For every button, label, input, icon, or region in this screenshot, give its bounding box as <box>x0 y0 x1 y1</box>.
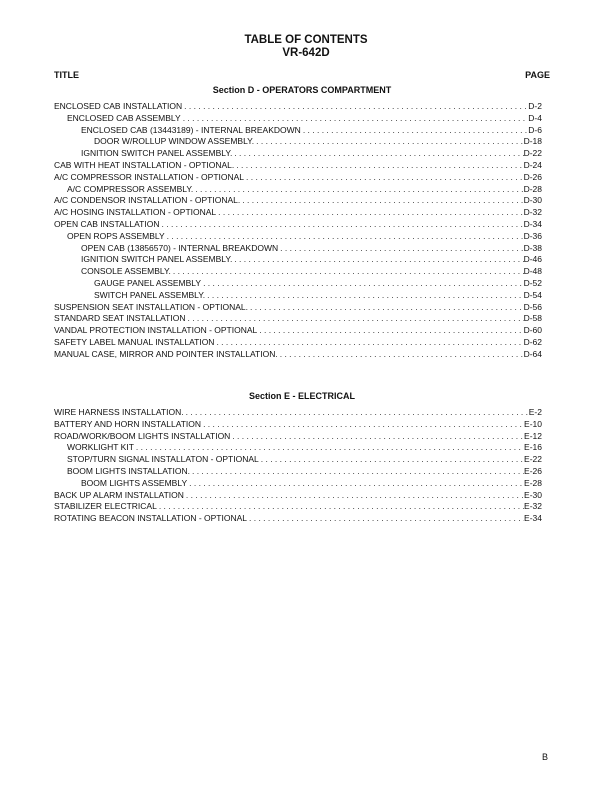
dot-leader <box>171 266 524 278</box>
dot-leader <box>184 407 529 419</box>
toc-entry-title: CAB WITH HEAT INSTALLATION - OPTIONAL. <box>54 159 235 170</box>
toc-entry-title: VANDAL PROTECTION INSTALLATION - OPTIONAL <box>54 325 258 336</box>
dot-leader <box>157 501 524 513</box>
dot-leader <box>216 207 523 219</box>
toc-entry-page: D-58 <box>523 313 542 324</box>
toc-entry-title: STANDARD SEAT INSTALLATION <box>54 313 186 324</box>
toc-entry-page: E-32 <box>524 501 542 512</box>
model-number: VR-642D <box>282 47 330 59</box>
toc-entry-page: D-60 <box>523 325 542 336</box>
toc-entry-title: ROTATING BEACON INSTALLATION - OPTIONAL <box>54 513 248 524</box>
document-title: TABLE OF CONTENTS <box>244 34 368 46</box>
toc-entry-page: E-10 <box>524 418 542 429</box>
toc-entry <box>54 419 542 431</box>
dot-leader <box>184 490 524 502</box>
dot-leader <box>244 172 524 184</box>
toc-entry-page: D-6 <box>528 124 542 135</box>
toc-entry <box>54 172 542 184</box>
toc-entry <box>54 431 542 443</box>
toc-entry <box>54 266 542 278</box>
toc-entry-page: D-4 <box>528 112 542 123</box>
toc-entry-title: WIRE HARNESS INSTALLATION. <box>54 407 184 417</box>
toc-entry <box>54 160 542 172</box>
toc-entry <box>54 125 542 137</box>
toc-entry <box>54 219 542 231</box>
toc-entry <box>54 113 542 125</box>
dot-leader <box>248 302 524 314</box>
toc-entry-title: A/C COMPRESSOR ASSEMBLY. <box>67 183 194 194</box>
document-header <box>0 34 612 60</box>
toc-entry-title: A/C COMPRESSOR INSTALLATION - OPTIONAL <box>54 171 245 182</box>
toc-entry-title: GAUGE PANEL ASSEMBLY <box>94 277 202 288</box>
dot-leader <box>278 349 524 361</box>
toc-entry <box>54 101 542 113</box>
toc-entry-page: D-22 <box>523 148 542 159</box>
toc-entry-title: SWITCH PANEL ASSEMBLY. <box>94 289 206 300</box>
dot-leader <box>247 513 524 525</box>
dot-leader <box>254 136 523 148</box>
dot-leader <box>201 278 523 290</box>
dot-leader <box>259 454 524 466</box>
toc-entry-page: D-34 <box>523 218 542 229</box>
toc-entry-page: D-54 <box>523 289 542 300</box>
toc-entry-title: BOOM LIGHTS INSTALLATION. <box>67 465 190 476</box>
toc-entry <box>54 466 542 478</box>
toc-entry-title: BOOM LIGHTS ASSEMBLY <box>81 477 188 488</box>
toc-entry <box>54 254 542 266</box>
toc-entry-title: BACK UP ALARM INSTALLATION <box>54 489 184 500</box>
section-d-entries <box>54 101 542 361</box>
section-e-entries <box>54 407 542 525</box>
toc-entry-title: SAFETY LABEL MANUAL INSTALLATION <box>54 336 215 347</box>
toc-entry <box>54 184 542 196</box>
toc-entry-page: E-22 <box>524 454 542 465</box>
section-d-heading: Section D - OPERATORS COMPARTMENT <box>212 85 392 95</box>
dot-leader <box>232 254 523 266</box>
toc-entry-page: E-30 <box>524 489 542 500</box>
title-column-header: TITLE <box>54 70 79 80</box>
toc-entry <box>54 278 542 290</box>
toc-entry <box>54 136 542 148</box>
toc-entry-title: CONSOLE ASSEMBLY. <box>81 266 171 277</box>
dot-leader <box>257 325 523 337</box>
page-column-header: PAGE <box>525 70 550 80</box>
toc-entry-page: E-12 <box>524 430 542 441</box>
toc-entry <box>54 501 542 513</box>
toc-entry-title: ENCLOSED CAB ASSEMBLY <box>67 112 181 123</box>
toc-entry <box>54 148 542 160</box>
toc-entry-page: D-36 <box>523 230 542 241</box>
toc-entry <box>54 337 542 349</box>
toc-entry-title: IGNITION SWITCH PANEL ASSEMBLY. <box>81 254 233 265</box>
toc-entry-page: D-18 <box>523 136 542 147</box>
dot-leader <box>190 466 524 478</box>
dot-leader <box>165 231 524 243</box>
dot-leader <box>182 101 528 113</box>
section-e-heading: Section E - ELECTRICAL <box>248 391 355 401</box>
toc-entry-title: WORKLIGHT KIT <box>67 442 134 453</box>
toc-entry <box>54 325 542 337</box>
toc-entry-page: E-26 <box>524 465 542 476</box>
toc-entry <box>54 454 542 466</box>
toc-entry-title: OPEN CAB (13856570) - INTERNAL BREAKDOWN <box>81 242 279 253</box>
toc-entry-page: D-48 <box>523 266 542 277</box>
toc-entry-page: D-32 <box>523 207 542 218</box>
dot-leader <box>185 313 523 325</box>
dot-leader <box>232 148 523 160</box>
toc-entry-page: E-34 <box>524 513 542 524</box>
toc-entry <box>54 290 542 302</box>
toc-entry <box>54 243 542 255</box>
toc-entry <box>54 313 542 325</box>
dot-leader <box>193 184 523 196</box>
toc-entry-page: D-24 <box>523 159 542 170</box>
toc-entry-title: IGNITION SWITCH PANEL ASSEMBLY. <box>81 148 233 159</box>
dot-leader <box>240 195 523 207</box>
toc-entry <box>54 195 542 207</box>
toc-entry-page: D-62 <box>523 336 542 347</box>
dot-leader <box>134 442 524 454</box>
dot-leader <box>181 113 529 125</box>
toc-entry-page: D-46 <box>523 254 542 265</box>
dot-leader <box>234 160 523 172</box>
toc-entry-title: A/C CONDENSOR INSTALLATION - OPTIONAL. <box>54 195 241 206</box>
toc-entry <box>54 478 542 490</box>
toc-entry-title: MANUAL CASE, MIRROR AND POINTER INSTALLATION. <box>54 348 278 359</box>
toc-entry-page: E-28 <box>524 477 542 488</box>
toc-entry-page: D-38 <box>523 242 542 253</box>
toc-entry <box>54 302 542 314</box>
toc-entry-page: D-64 <box>523 348 542 359</box>
dot-leader <box>278 243 523 255</box>
toc-entry-title: STABILIZER ELECTRICAL <box>54 501 157 512</box>
toc-entry-title: A/C HOSING INSTALLATION - OPTIONAL <box>54 207 217 218</box>
dot-leader <box>205 290 523 302</box>
toc-entry-page: E-2 <box>528 407 542 417</box>
dot-leader <box>301 125 528 137</box>
toc-entry <box>54 490 542 502</box>
toc-entry <box>54 231 542 243</box>
toc-entry <box>54 207 542 219</box>
toc-entry-page: D-52 <box>523 277 542 288</box>
toc-entry-title: BATTERY AND HORN INSTALLATION <box>54 418 202 429</box>
toc-entry <box>54 442 542 454</box>
toc-entry-title: DOOR W/ROLLUP WINDOW ASSEMBLY. <box>94 136 255 147</box>
toc-entry-page: D-26 <box>523 171 542 182</box>
toc-entry-title: SUSPENSION SEAT INSTALLATION - OPTIONAL. <box>54 301 248 312</box>
toc-entry-title: OPEN CAB INSTALLATION <box>54 218 160 229</box>
dot-leader <box>230 431 524 443</box>
toc-entry-page: D-30 <box>523 195 542 206</box>
dot-leader <box>214 337 523 349</box>
dot-leader <box>160 219 524 231</box>
toc-entry-title: ENCLOSED CAB (13443189) - INTERNAL BREAKDOWN <box>81 124 301 135</box>
toc-entry <box>54 349 542 361</box>
toc-entry-title: OPEN ROPS ASSEMBLY <box>67 230 165 241</box>
toc-entry <box>54 407 542 419</box>
toc-entry-page: D-56 <box>523 301 542 312</box>
dot-leader <box>201 419 524 431</box>
toc-entry-page: D-2 <box>528 101 542 111</box>
toc-entry-page: E-16 <box>524 442 542 453</box>
toc-entry <box>54 513 542 525</box>
page-number: B <box>542 752 549 762</box>
toc-entry-title: ENCLOSED CAB INSTALLATION <box>54 101 183 111</box>
toc-entry-title: ROAD/WORK/BOOM LIGHTS INSTALLATION <box>54 430 231 441</box>
toc-entry-page: D-28 <box>523 183 542 194</box>
dot-leader <box>187 478 524 490</box>
toc-entry-title: STOP/TURN SIGNAL INSTALLATON - OPTIONAL <box>67 454 259 465</box>
